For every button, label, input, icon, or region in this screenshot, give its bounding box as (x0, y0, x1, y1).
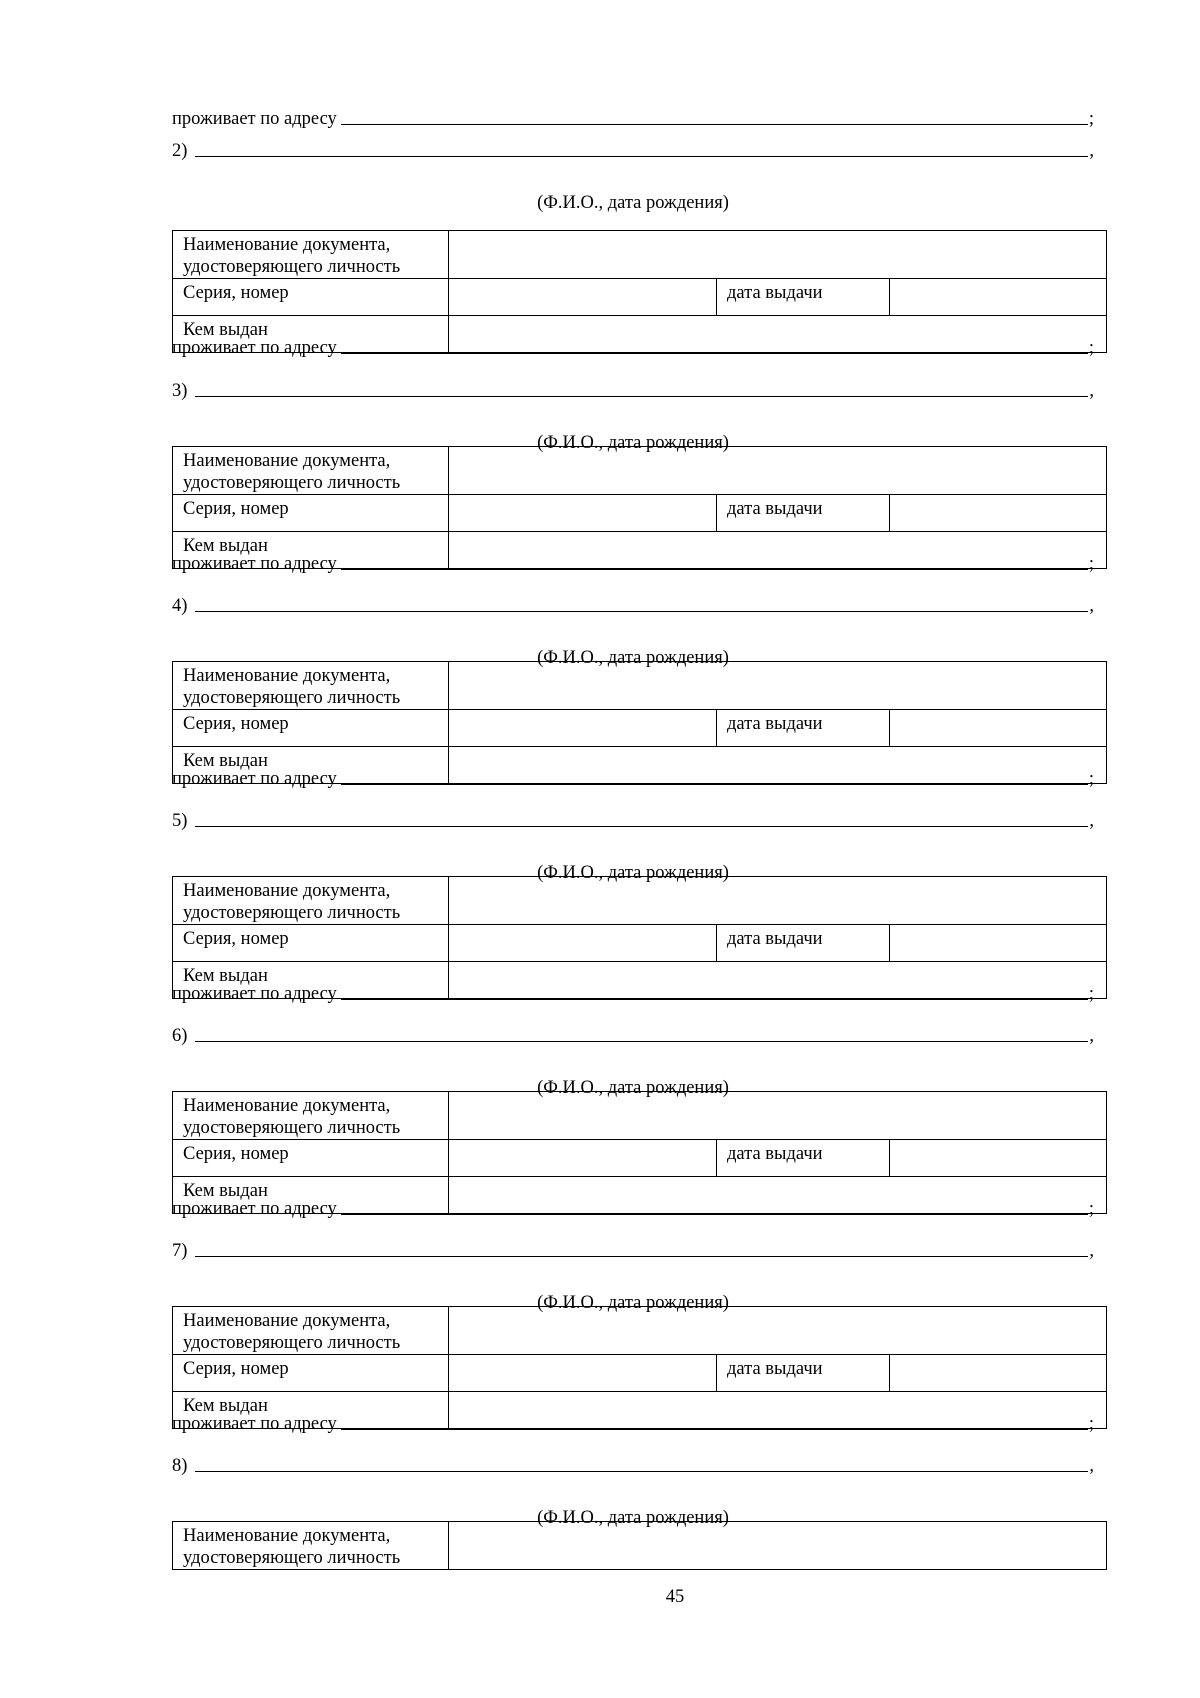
issued-by-label: Кем выдан (173, 1177, 449, 1214)
address-semicolon: ; (1088, 1199, 1094, 1219)
address-line[interactable] (172, 981, 1094, 1005)
fio-blank[interactable] (195, 156, 1088, 157)
issue-date-label: дата выдачи (717, 1355, 890, 1392)
issued-by-label: Кем выдан (173, 962, 449, 999)
address-line[interactable] (172, 1411, 1094, 1435)
fio-comma: , (1089, 1026, 1094, 1046)
series-value-cell[interactable] (449, 1355, 717, 1392)
address-label: проживает по адресу (172, 1414, 337, 1434)
doc-name-label-cell (173, 662, 449, 710)
issue-date-label: дата выдачи (717, 495, 890, 532)
doc-name-label-line2: удостоверяющего личность (183, 473, 401, 493)
address-label: проживает по адресу (172, 109, 337, 129)
doc-name-value-cell[interactable] (449, 1092, 1107, 1140)
doc-name-label-line1: Наименование документа, (183, 1526, 391, 1546)
fio-caption: (Ф.И.О., дата рождения) (537, 1508, 729, 1528)
fio-blank[interactable] (195, 1256, 1088, 1257)
doc-name-label-line2: удостоверяющего личность (183, 1548, 401, 1568)
fio-comma: , (1089, 141, 1094, 161)
fio-caption: (Ф.И.О., дата рождения) (537, 1293, 729, 1313)
fio-line[interactable] (172, 378, 1094, 402)
address-line[interactable] (172, 1196, 1094, 1220)
series-label: Серия, номер (173, 1140, 449, 1177)
fio-caption: (Ф.И.О., дата рождения) (537, 433, 729, 453)
entry-number: 8) (172, 1456, 188, 1476)
issue-date-value-cell[interactable] (890, 279, 1107, 316)
doc-name-value-cell[interactable] (449, 231, 1107, 279)
series-value-cell[interactable] (449, 710, 717, 747)
fio-line[interactable] (172, 138, 1094, 162)
entry-number: 6) (172, 1026, 188, 1046)
series-label: Серия, номер (173, 495, 449, 532)
doc-name-label-line1: Наименование документа, (183, 1311, 391, 1331)
issued-by-label: Кем выдан (173, 747, 449, 784)
doc-name-label-line1: Наименование документа, (183, 451, 391, 471)
address-blank[interactable] (341, 999, 1088, 1000)
fio-comma: , (1089, 596, 1094, 616)
series-value-cell[interactable] (449, 925, 717, 962)
address-semicolon: ; (1088, 109, 1094, 129)
doc-name-label-cell (173, 1092, 449, 1140)
fio-line[interactable] (172, 1453, 1094, 1477)
address-semicolon: ; (1088, 338, 1094, 358)
issue-date-value-cell[interactable] (890, 1140, 1107, 1177)
address-blank[interactable] (341, 124, 1088, 125)
doc-name-label-line2: удостоверяющего личность (183, 1118, 401, 1138)
address-blank[interactable] (341, 353, 1088, 354)
entry-number: 4) (172, 596, 188, 616)
doc-name-label-line2: удостоверяющего личность (183, 903, 401, 923)
fio-blank[interactable] (195, 396, 1088, 397)
doc-name-label-cell (173, 877, 449, 925)
address-line[interactable] (172, 766, 1094, 790)
series-label: Серия, номер (173, 710, 449, 747)
fio-comma: , (1089, 811, 1094, 831)
fio-line[interactable] (172, 1023, 1094, 1047)
fio-caption: (Ф.И.О., дата рождения) (537, 863, 729, 883)
doc-name-label-line2: удостоверяющего личность (183, 1333, 401, 1353)
id-document-table (172, 1521, 1107, 1570)
series-label: Серия, номер (173, 1355, 449, 1392)
fio-comma: , (1089, 1456, 1094, 1476)
doc-name-value-cell[interactable] (449, 877, 1107, 925)
entry-number: 2) (172, 141, 188, 161)
fio-line[interactable] (172, 1238, 1094, 1262)
doc-name-value-cell[interactable] (449, 662, 1107, 710)
doc-name-label-line1: Наименование документа, (183, 1096, 391, 1116)
entry-number: 5) (172, 811, 188, 831)
fio-caption: (Ф.И.О., дата рождения) (537, 193, 729, 213)
doc-name-label-line2: удостоверяющего личность (183, 688, 401, 708)
address-label: проживает по адресу (172, 554, 337, 574)
series-value-cell[interactable] (449, 1140, 717, 1177)
address-blank[interactable] (341, 1214, 1088, 1215)
fio-blank[interactable] (195, 1041, 1088, 1042)
doc-name-label-line1: Наименование документа, (183, 666, 391, 686)
address-label: проживает по адресу (172, 984, 337, 1004)
address-line[interactable] (172, 551, 1094, 575)
series-value-cell[interactable] (449, 495, 717, 532)
doc-name-value-cell[interactable] (449, 1307, 1107, 1355)
series-label: Серия, номер (173, 925, 449, 962)
fio-comma: , (1089, 381, 1094, 401)
issue-date-label: дата выдачи (717, 925, 890, 962)
address-blank[interactable] (341, 1429, 1088, 1430)
fio-caption: (Ф.И.О., дата рождения) (537, 1078, 729, 1098)
issued-by-label: Кем выдан (173, 1392, 449, 1429)
page-number: 45 (665, 1587, 685, 1607)
doc-name-value-cell[interactable] (449, 447, 1107, 495)
issued-by-label: Кем выдан (173, 532, 449, 569)
issued-by-label: Кем выдан (173, 316, 449, 353)
address-blank[interactable] (341, 784, 1088, 785)
doc-name-value-cell[interactable] (449, 1522, 1107, 1570)
issue-date-value-cell[interactable] (890, 710, 1107, 747)
address-label: проживает по адресу (172, 1199, 337, 1219)
series-label: Серия, номер (173, 279, 449, 316)
series-value-cell[interactable] (449, 279, 717, 316)
issue-date-label: дата выдачи (717, 279, 890, 316)
fio-line[interactable] (172, 808, 1094, 832)
issue-date-value-cell[interactable] (890, 1355, 1107, 1392)
address-semicolon: ; (1088, 554, 1094, 574)
doc-name-label-cell (173, 447, 449, 495)
fio-blank[interactable] (195, 1471, 1088, 1472)
address-blank[interactable] (341, 569, 1088, 570)
address-label: проживает по адресу (172, 769, 337, 789)
entry-number: 3) (172, 381, 188, 401)
address-semicolon: ; (1088, 769, 1094, 789)
address-line[interactable] (172, 106, 1094, 130)
fio-line[interactable] (172, 593, 1094, 617)
issue-date-label: дата выдачи (717, 710, 890, 747)
address-semicolon: ; (1088, 984, 1094, 1004)
doc-name-label-line1: Наименование документа, (183, 881, 391, 901)
address-line[interactable] (172, 335, 1094, 359)
fio-comma: , (1089, 1241, 1094, 1261)
doc-name-label-line2: удостоверяющего личность (183, 257, 401, 277)
doc-name-label-cell (173, 1522, 449, 1570)
doc-name-label-cell (173, 231, 449, 279)
issue-date-value-cell[interactable] (890, 925, 1107, 962)
address-semicolon: ; (1088, 1414, 1094, 1434)
issue-date-label: дата выдачи (717, 1140, 890, 1177)
address-label: проживает по адресу (172, 338, 337, 358)
fio-blank[interactable] (195, 611, 1088, 612)
doc-name-label-cell (173, 1307, 449, 1355)
issue-date-value-cell[interactable] (890, 495, 1107, 532)
entry-number: 7) (172, 1241, 188, 1261)
fio-blank[interactable] (195, 826, 1088, 827)
doc-name-label-line1: Наименование документа, (183, 235, 391, 255)
fio-caption: (Ф.И.О., дата рождения) (537, 648, 729, 668)
